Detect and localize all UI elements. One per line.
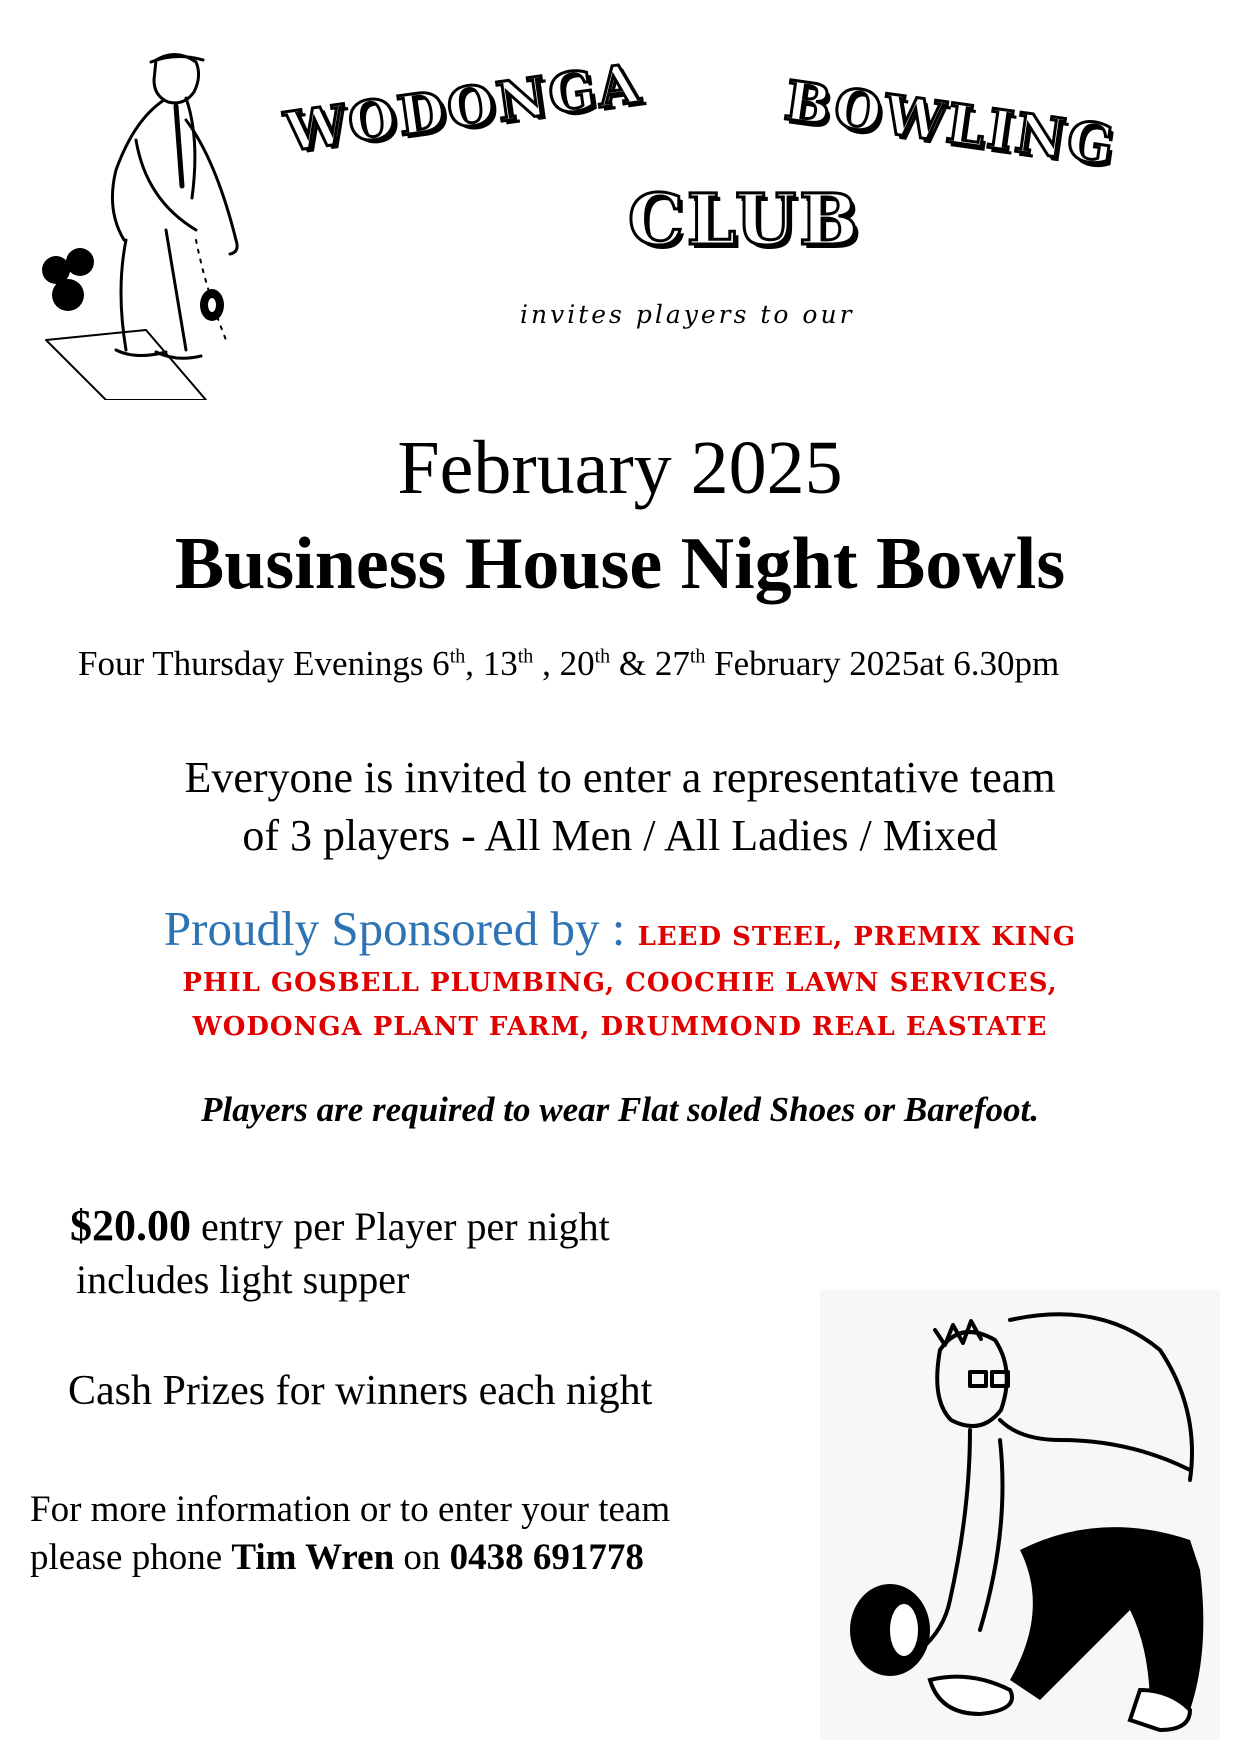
invite-line-2: of 3 players - All Men / All Ladies / Mixed xyxy=(242,811,998,860)
sponsor-label: Proudly Sponsored by : xyxy=(163,901,638,956)
invite-line-1: Everyone is invited to enter a representative team xyxy=(184,753,1056,802)
club-title-club: CLUB xyxy=(628,178,862,261)
club-title-wodonga: WODONGA xyxy=(281,50,647,165)
contact-line-1: For more information or to enter your team xyxy=(30,1489,671,1530)
sponsor-row-1 xyxy=(0,900,1240,957)
supper-note: includes light supper xyxy=(76,1257,410,1302)
sponsor-names-1: LEED STEEL, PREMIX KING xyxy=(637,922,1077,952)
contact-phone: 0438 691778 xyxy=(449,1537,644,1578)
entry-fee: $20.00 entry per Player per night xyxy=(70,1201,610,1250)
contact-line-2: please phone Tim Wren on 0438 691778 xyxy=(30,1537,644,1578)
contact-name: Tim Wren xyxy=(231,1537,395,1578)
footwear-rule: Players are required to wear Flat soled Shoes or Barefoot. xyxy=(200,1090,1040,1129)
bowler-illustration-bottom xyxy=(820,1290,1220,1740)
cash-prizes: Cash Prizes for winners each night xyxy=(68,1368,653,1414)
sponsor-names-2: PHIL GOSBELL PLUMBING, COOCHIE LAWN SERVICES, xyxy=(182,968,1058,998)
event-dates: Four Thursday Evenings 6th, 13th , 20th & 27th February 2025at 6.30pm xyxy=(78,644,1060,683)
club-title-bowling: BOWLING xyxy=(781,68,1121,178)
sponsor-row-2 xyxy=(0,968,1240,998)
sponsor-names-3: WODONGA PLANT FARM, DRUMMOND REAL EASTATE xyxy=(192,1012,1048,1042)
invites-tagline: invites players to our xyxy=(520,300,855,329)
event-month: February 2025 xyxy=(397,426,843,510)
sponsor-row-3 xyxy=(0,1012,1240,1042)
event-title: Business House Night Bowls xyxy=(174,523,1066,605)
entry-fee-amount: $20.00 xyxy=(70,1201,191,1250)
bowler-illustration-top xyxy=(36,40,276,400)
